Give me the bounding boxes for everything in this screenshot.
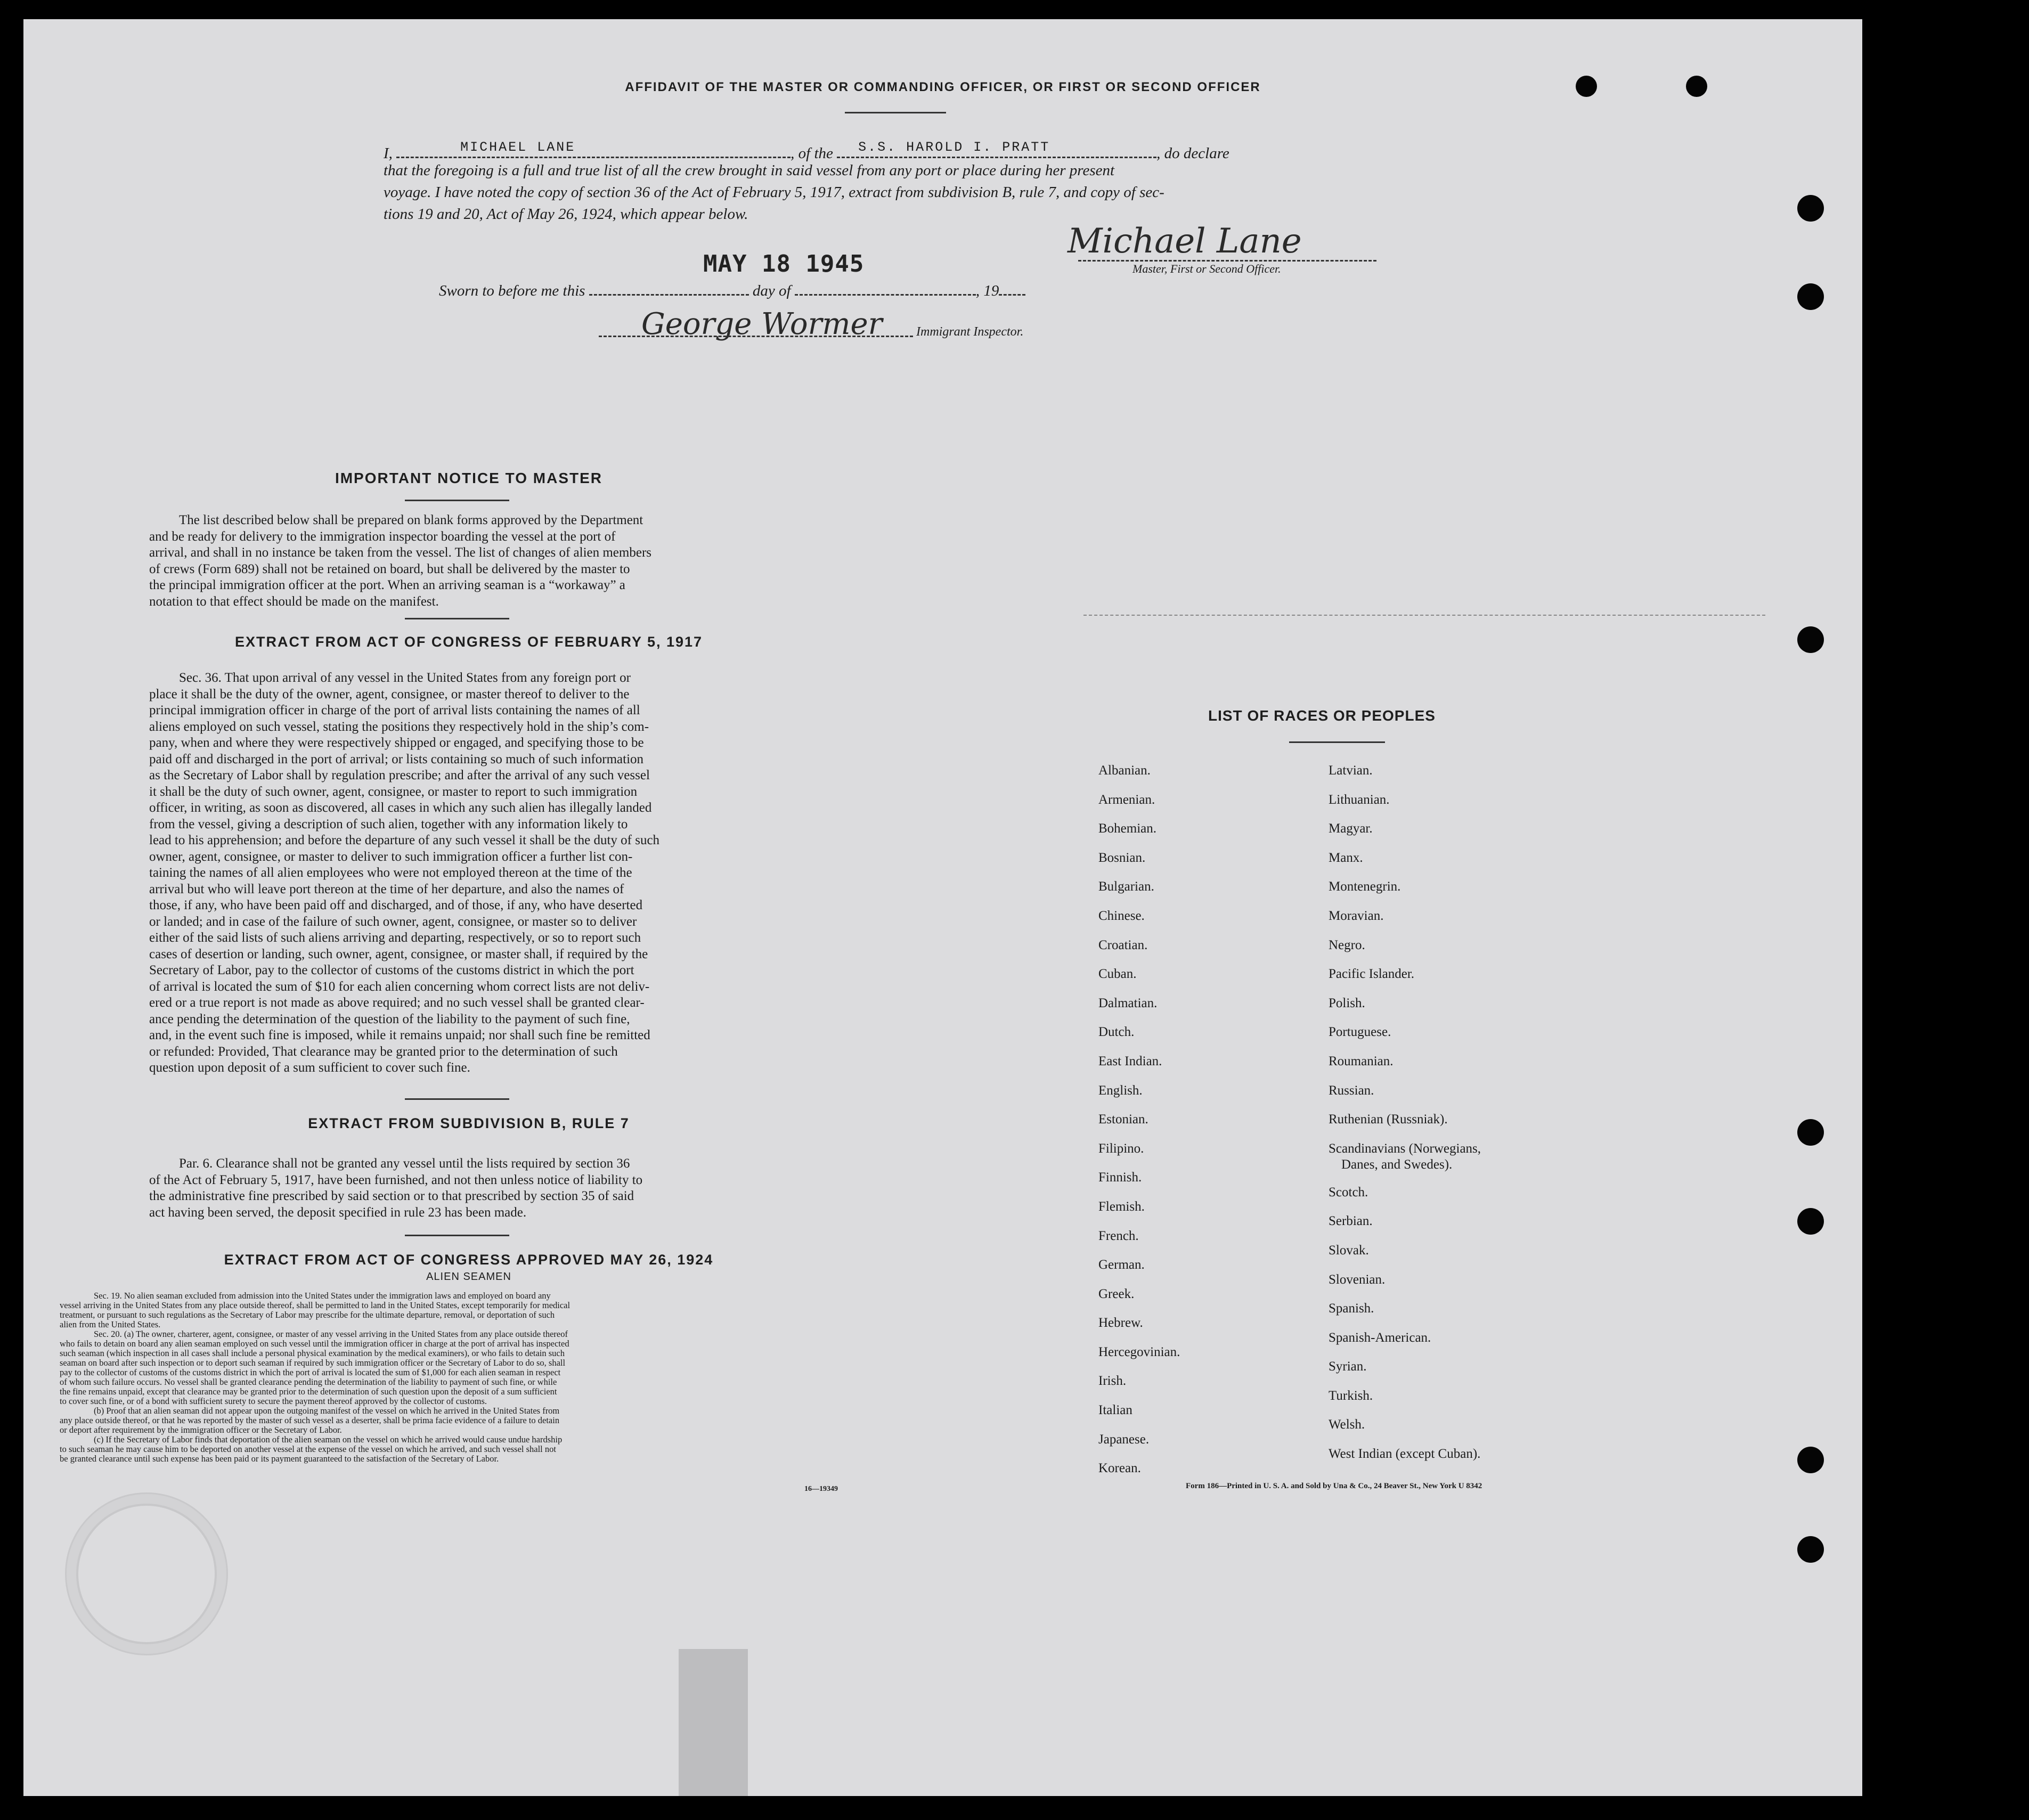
printer-imprint: Form 186—Printed in U. S. A. and Sold by Una & Co., 24 Beaver St., New York U 8342 [1186, 1482, 1482, 1490]
race-item: Syrian. [1329, 1359, 1367, 1374]
act1917-line: either of the said lists of such aliens arriving and departing, respectively, or so to report such [149, 931, 641, 945]
day-blank [589, 278, 749, 296]
race-item: Polish. [1329, 995, 1365, 1010]
act1917-line: or refunded: Provided, That clearance may be granted prior to the determination of such [149, 1044, 618, 1059]
act1924-line: to cover such fine, or of a bond with sufficient surety to secure the payment thereof approved by the collector of customs. [60, 1396, 487, 1406]
section-rule [405, 1098, 509, 1100]
race-item: Dalmatian. [1098, 995, 1158, 1010]
paper-tape [679, 1649, 748, 1796]
punch-hole [1797, 1536, 1824, 1563]
affidavit-of-the: , of the [791, 145, 833, 162]
race-item: Moravian. [1329, 908, 1384, 923]
race-item: West Indian (except Cuban). [1329, 1447, 1481, 1462]
notice-line: the principal immigration officer at the port. When an arriving seaman is a “workaway” a [149, 578, 625, 592]
act1924-line: be granted clearance until such expense has been paid or its payment guaranteed to the satisfaction of the Secretary of Labor. [60, 1454, 499, 1464]
act1924-body [60, 1291, 875, 1464]
act1917-line: arrival but who will leave port thereon at the time of her departure, and also the names of [149, 882, 624, 896]
officer-name: MICHAEL LANE [460, 140, 576, 155]
race-item: Irish. [1098, 1374, 1127, 1389]
race-item: Croatian. [1098, 937, 1148, 952]
act1917-line: officer, in writing, as soon as discovered, all cases in which any such alien has illegally landed [149, 801, 652, 815]
act1924-line: any place outside thereof, or that he was reported by the master of such vessel as a deserter, shall be prima facie evidence of a failure to detain [60, 1415, 560, 1425]
race-item: German. [1098, 1258, 1145, 1272]
race-item: Albanian. [1098, 763, 1151, 778]
act1917-line: paid off and discharged in the port of arrival; or lists containing so much of such information [149, 752, 644, 766]
notice-title: IMPORTANT NOTICE TO MASTER [335, 470, 603, 486]
race-item: East Indian. [1098, 1054, 1162, 1068]
act1917-line: as the Secretary of Labor shall by regulation prescribe; and after the arrival of any such vessel [149, 768, 650, 782]
officer-name-blank [396, 141, 791, 158]
race-item: Pacific Islander. [1329, 967, 1415, 982]
races-right-column [1329, 756, 1481, 1469]
form-sheet [23, 19, 1862, 1796]
act1917-line: ered or a true report is not made as above required; and no such vessel shall be granted clear- [149, 995, 645, 1010]
race-item: Montenegrin. [1329, 879, 1401, 894]
affidavit-line1 [384, 141, 1438, 162]
affidavit-line2: that the foregoing is a full and true list of all the crew brought in said vessel from any port or place during her present [384, 162, 1115, 179]
race-item: Armenian. [1098, 792, 1155, 807]
act1917-line: owner, agent, consignee, or master to deliver to such immigration officer a further list con- [149, 849, 633, 864]
act1924-line: (b) Proof that an alien seaman did not appear upon the outgoing manifest of the vessel on which he arrived in the United States from [94, 1406, 560, 1416]
master-signature: Michael Lane [1068, 222, 1302, 261]
race-item: Lithuanian. [1329, 792, 1390, 807]
act1924-title: EXTRACT FROM ACT OF CONGRESS APPROVED MAY 26, 1924 [224, 1252, 714, 1268]
act1917-line: pany, when and where they were respectively shipped or engaged, and specifying those to be [149, 736, 644, 750]
race-item: Magyar. [1329, 821, 1373, 836]
affidavit-title: AFFIDAVIT OF THE MASTER OR COMMANDING OFFICER, OR FIRST OR SECOND OFFICER [625, 80, 1261, 94]
race-item: Slovenian. [1329, 1272, 1386, 1287]
race-item: Dutch. [1098, 1025, 1135, 1040]
punch-hole [1797, 1447, 1824, 1473]
year-blank [999, 278, 1025, 296]
race-item: Scandinavians (Norwegians, [1329, 1141, 1481, 1156]
race-item: Latvian. [1329, 763, 1373, 778]
vessel-blank [837, 141, 1156, 158]
notice-rule [405, 500, 509, 501]
race-item: Hercegovinian. [1098, 1344, 1180, 1359]
year-prefix: , 19 [975, 282, 999, 299]
race-item: Spanish-American. [1329, 1330, 1431, 1345]
race-item: Hebrew. [1098, 1316, 1143, 1331]
act1917-line: it shall be the duty of such owner, agent, consignee, or master to report to such immigration [149, 784, 638, 799]
race-item: Manx. [1329, 850, 1363, 865]
notice-line: and be ready for delivery to the immigration inspector boarding the vessel at the port of [149, 529, 616, 544]
race-item: Negro. [1329, 937, 1365, 952]
sworn-text: Sworn to before me this [439, 282, 585, 299]
rule7-line: Par. 6. Clearance shall not be granted any vessel until the lists required by section 36 [179, 1156, 630, 1171]
vessel-name: S.S. HAROLD I. PRATT [858, 140, 1050, 155]
affidavit-line4: tions 19 and 20, Act of May 26, 1924, which appear below. [384, 206, 748, 223]
act1924-line: of whom such failure occurs. No vessel shall be granted clearance pending the determination of the liability to payment of such fine, or while [60, 1377, 557, 1387]
act1924-subtitle: ALIEN SEAMEN [426, 1271, 511, 1283]
act1924-line: to such seaman he may cause him to be deported on another vessel at the expense of the vessel on which he arrived, and such vessel shall not [60, 1444, 556, 1454]
master-signature-line [1078, 260, 1376, 262]
affidavit-i: I, [384, 145, 393, 162]
rule7-body [149, 1156, 788, 1221]
act1917-line: from the vessel, giving a description of such alien, together with any information likely to [149, 817, 628, 831]
embossed-seal [65, 1492, 228, 1655]
notice-body [149, 512, 788, 610]
race-item: Chinese. [1098, 908, 1145, 923]
act1924-line: who fails to detain on board any alien seaman employed on such vessel until the immigration officer in charge at the port of arrival has inspected [60, 1339, 569, 1349]
title-rule [845, 112, 946, 113]
act1924-line: pay to the collector of customs of the customs district in which the port of arrival is located the sum of $1,000 for each alien seaman in respect [60, 1367, 561, 1377]
act1924-line: or deport after requirement by the immigration officer or the Secretary of Labor. [60, 1425, 342, 1435]
race-item: Filipino. [1098, 1141, 1144, 1156]
race-item: French. [1098, 1228, 1139, 1243]
race-item: Bohemian. [1098, 821, 1157, 836]
date-stamp: MAY 18 1945 [703, 250, 865, 278]
section-rule [405, 618, 509, 619]
affidavit-line3: voyage. I have noted the copy of section 36 of the Act of February 5, 1917, extract from subdivision B, rule 7, and copy of sec- [384, 184, 1164, 201]
inspector-caption: Immigrant Inspector. [916, 325, 1024, 339]
race-item: Roumanian. [1329, 1054, 1394, 1068]
race-item: Spanish. [1329, 1301, 1374, 1316]
day-of-text: day of [752, 282, 791, 299]
act1917-line: Secretary of Labor, pay to the collector of customs of the customs district in which the port [149, 963, 634, 977]
notice-line: arrival, and shall in no instance be taken from the vessel. The list of changes of alien members [149, 545, 651, 560]
act1917-line: or landed; and in case of the failure of such owner, agent, consignee, or master so to deliver [149, 914, 637, 929]
punch-hole [1797, 1119, 1824, 1146]
rule7-line: act having been served, the deposit specified in rule 23 has been made. [149, 1205, 527, 1220]
act1917-line: and, in the event such fine is imposed, while it remains unpaid; nor shall such fine be remitted [149, 1028, 650, 1042]
act1917-line: taining the names of all alien employees who were not employed thereon at the time of the [149, 866, 632, 880]
act1924-line: Sec. 20. (a) The owner, charterer, agent, consignee, or master of any vessel arriving in the United States from any place outside thereof [94, 1329, 568, 1339]
races-title: LIST OF RACES OR PEOPLES [1208, 707, 1436, 724]
race-item: Ruthenian (Russniak). [1329, 1112, 1448, 1127]
act1917-line: question upon deposit of a sum sufficient to cover such fine. [149, 1060, 470, 1075]
punch-hole [1797, 1208, 1824, 1235]
race-item: Finnish. [1098, 1170, 1142, 1185]
act1924-line: treatment, or pursuant to such regulations as the Secretary of Labor may prescribe for the ultimate departure, removal, or deportation of such [60, 1310, 555, 1320]
act1917-line: ance pending the determination of the question of the liability to the payment of such fine, [149, 1011, 630, 1026]
races-rule [1289, 741, 1385, 743]
race-item: Welsh. [1329, 1417, 1365, 1432]
race-item: Korean. [1098, 1461, 1141, 1476]
punch-hole [1797, 626, 1824, 653]
notice-line: of crews (Form 689) shall not be retained on board, but shall be delivered by the master to [149, 561, 630, 576]
section-rule [405, 1235, 509, 1236]
act1917-line: those, if any, who have been paid off and discharged, and of those, if any, who have deserted [149, 898, 643, 912]
act1924-line: Sec. 19. No alien seaman excluded from admission into the United States under the immigration laws and employed on board any [94, 1291, 551, 1301]
race-item: Scotch. [1329, 1185, 1368, 1199]
act1924-line: alien from the United States. [60, 1319, 161, 1329]
act1924-line: seaman on board after such inspection or to deport such seaman if required by such immigration officer or the Secretary of Labor to do so, shall [60, 1358, 566, 1368]
inspector-signature: George Wormer [641, 307, 883, 341]
race-item: English. [1098, 1083, 1143, 1098]
punch-hole [1797, 283, 1824, 310]
punch-hole [1797, 195, 1824, 222]
fold-line [1083, 615, 1765, 616]
act1924-line: vessel arriving in the United States from any place outside thereof, shall be permitted to land in the United States, except temporarily for medical [60, 1300, 571, 1310]
notice-line: The list described below shall be prepared on blank forms approved by the Department [179, 513, 643, 527]
act1917-line: place it shall be the duty of the owner, agent, consignee, or master thereof to deliver to the [149, 687, 630, 701]
race-item: Bulgarian. [1098, 879, 1154, 894]
act1917-title: EXTRACT FROM ACT OF CONGRESS OF FEBRUARY 5, 1917 [234, 634, 703, 650]
race-item: Portuguese. [1329, 1025, 1391, 1040]
act1924-line: (c) If the Secretary of Labor finds that deportation of the alien seaman on the vessel on which he arrived would cause undue hardship [94, 1434, 563, 1444]
race-item: Japanese. [1098, 1432, 1150, 1447]
act1917-line: cases of desertion or landing, such owner, agent, consignee, or master shall, if required by the [149, 946, 648, 961]
race-item: Turkish. [1329, 1388, 1373, 1403]
act1917-line: lead to his apprehension; and before the departure of any such vessel it shall be the duty of such [149, 833, 660, 847]
act1924-line: such seaman (which inspection in all cases shall include a personal physical examination by the medical examiners), or who fails to detain such [60, 1348, 565, 1358]
master-caption: Master, First or Second Officer. [1132, 262, 1281, 275]
rule7-line: of the Act of February 5, 1917, have been furnished, and not then unless notice of liability to [149, 1172, 643, 1187]
race-item: Estonian. [1098, 1112, 1148, 1127]
race-item: Serbian. [1329, 1214, 1373, 1229]
race-item: Greek. [1098, 1286, 1135, 1301]
month-blank [795, 278, 976, 296]
race-item: Cuban. [1098, 967, 1137, 982]
inspector-signature-line [599, 336, 913, 337]
race-item: Russian. [1329, 1083, 1374, 1098]
race-item: Danes, and Swedes). [1341, 1157, 1453, 1172]
rule7-line: the administrative fine prescribed by said section or to that prescribed by section 35 of said [149, 1189, 634, 1203]
race-item: Bosnian. [1098, 850, 1146, 865]
sworn-line [439, 278, 1025, 300]
rule7-title: EXTRACT FROM SUBDIVISION B, RULE 7 [308, 1115, 630, 1131]
race-item: Slovak. [1329, 1243, 1369, 1258]
act1917-line: Sec. 36. That upon arrival of any vessel in the United States from any foreign port or [179, 671, 631, 685]
act1917-line: aliens employed on such vessel, stating the positions they respectively hold in the ship’s com- [149, 719, 649, 734]
race-item: Flemish. [1098, 1199, 1145, 1214]
notice-line: notation to that effect should be made on the manifest. [149, 594, 439, 609]
affidavit-do-declare: , do declare [1156, 145, 1229, 162]
form-code: 16—19349 [804, 1485, 838, 1493]
act1924-line: the fine remains unpaid, except that clearance may be granted prior to the determination of such question upon the deposit of a sum sufficient [60, 1386, 557, 1397]
act1917-line: principal immigration officer in charge of the port of arrival lists containing the names of all [149, 703, 640, 717]
act1917-line: of arrival is located the sum of $10 for each alien concerning whom correct lists are not deliv- [149, 979, 650, 994]
races-left-column [1098, 756, 1180, 1483]
race-item: Italian [1098, 1403, 1132, 1418]
act1917-body [149, 670, 788, 1076]
